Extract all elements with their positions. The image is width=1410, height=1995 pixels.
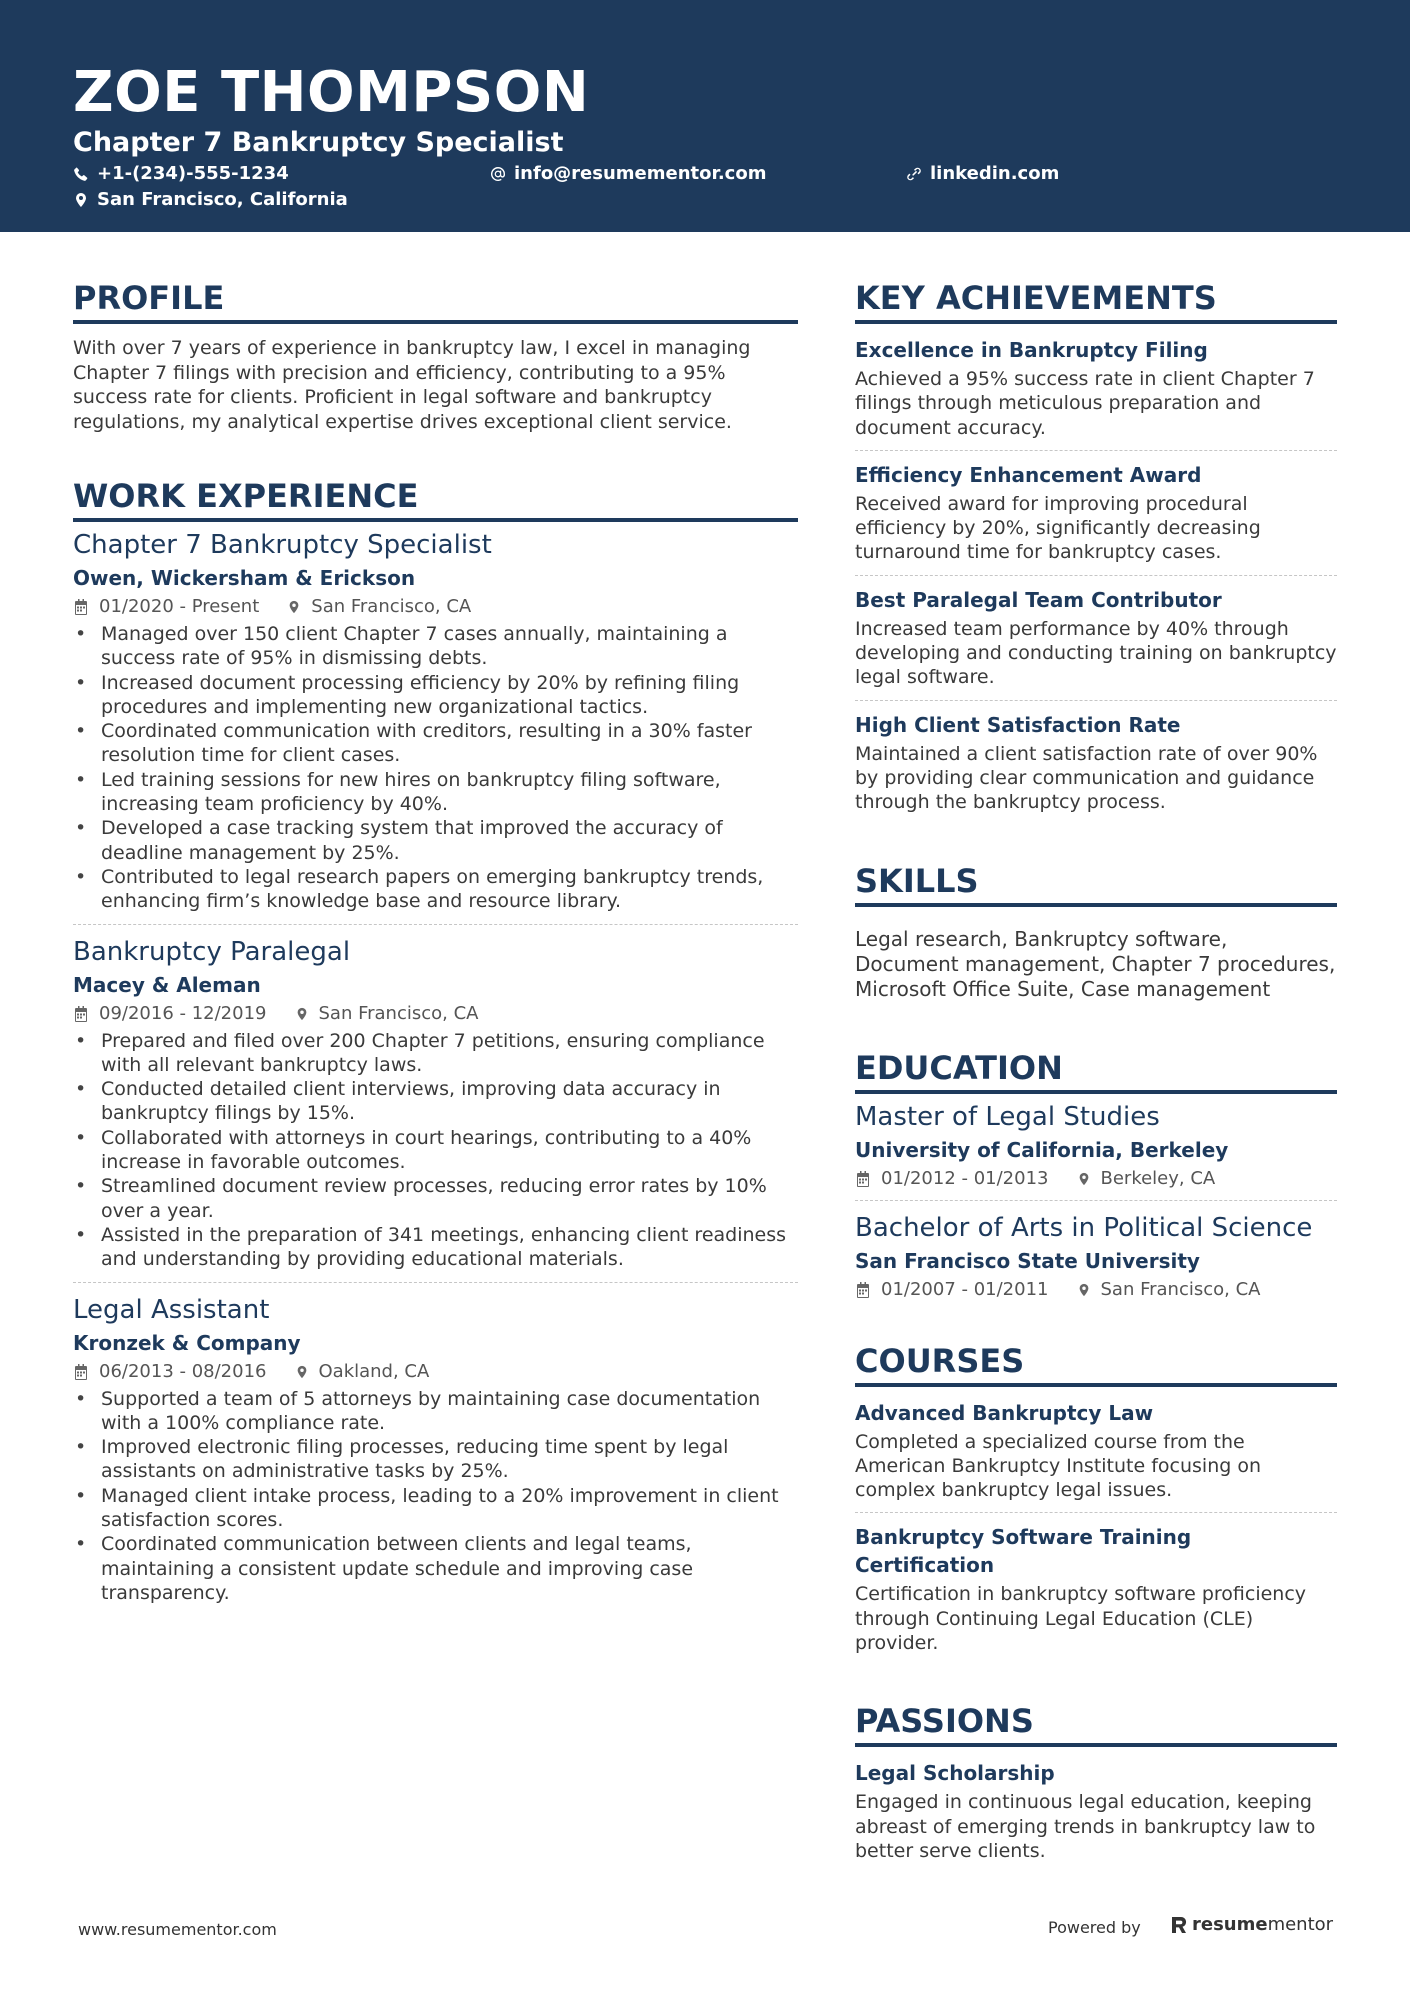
job-dates: 06/2013 - 08/2016 bbox=[99, 1360, 267, 1382]
footer-powered-by: Powered by bbox=[1048, 1918, 1141, 1937]
passions-section bbox=[855, 1701, 1337, 1873]
achievement-title: High Client Satisfaction Rate bbox=[855, 712, 1181, 737]
profile-section bbox=[73, 278, 798, 434]
education-dates: 01/2007 - 01/2011 bbox=[881, 1278, 1049, 1300]
job-title: Legal Assistant bbox=[73, 1294, 270, 1325]
contact-location bbox=[73, 188, 348, 212]
education-section bbox=[855, 1048, 1337, 1311]
achievement-description: Received award for improving procedural efficiency by 20%, significantly decreasing turnaround time for bankruptcy cases. bbox=[855, 492, 1261, 564]
course-description: Certification in bankruptcy software proficiency through Continuing Legal Education (CLE) provider. bbox=[855, 1583, 1307, 1655]
profile-summary: With over 7 years of experience in bankruptcy law, I excel in managing Chapter 7 filings with precision and efficiency, contributing to a 95% success rate for clients. Proficient in legal software and bankruptcy regulations, my analytical expertise drives exceptional client service. bbox=[73, 337, 751, 433]
education-dates: 01/2012 - 01/2013 bbox=[881, 1167, 1049, 1189]
job-location bbox=[287, 594, 471, 620]
section-heading-education: EDUCATION bbox=[855, 1048, 1337, 1094]
job-meta bbox=[73, 1359, 798, 1385]
section-heading-skills: SKILLS bbox=[855, 861, 1337, 907]
map-pin-icon bbox=[1077, 1171, 1091, 1187]
map-pin-icon bbox=[295, 1006, 309, 1022]
calendar-icon bbox=[73, 599, 89, 615]
achievement-title: Efficiency Enhancement Award bbox=[855, 462, 1202, 487]
company-name: Macey & Aleman bbox=[73, 972, 261, 997]
achievement-item bbox=[855, 461, 1337, 576]
section-heading-experience: WORK EXPERIENCE bbox=[73, 476, 798, 522]
email-text: info@resumementor.com bbox=[514, 163, 767, 184]
map-pin-icon bbox=[73, 192, 89, 208]
course-title: Bankruptcy Software Training Certification bbox=[855, 1525, 1192, 1578]
achievements-section bbox=[855, 278, 1337, 825]
achievement-item bbox=[855, 336, 1337, 451]
job-bullet: • Assisted in the preparation of 341 meetings, enhancing client readiness and understanding by providing educational materials. bbox=[73, 1223, 798, 1272]
link-icon bbox=[906, 166, 922, 182]
achievement-description: Increased team performance by 40% through developing and conducting training on bankruptcy legal software. bbox=[855, 617, 1337, 689]
education-location bbox=[1077, 1277, 1261, 1303]
contact-phone[interactable] bbox=[73, 162, 289, 186]
job-bullet: • Improved electronic filing processes, reducing time spent by legal assistants on administrative tasks by 25%. bbox=[73, 1435, 798, 1484]
phone-text: +1-(234)-555-1234 bbox=[97, 163, 289, 184]
school-name: University of California, Berkeley bbox=[855, 1137, 1229, 1162]
job-bullet: • Streamlined document review processes, reducing error rates by 10% over a year. bbox=[73, 1174, 798, 1223]
education-location-text: San Francisco, CA bbox=[1100, 1278, 1261, 1300]
education-entry bbox=[855, 1211, 1337, 1311]
skills-section bbox=[855, 861, 1337, 1002]
job-location bbox=[295, 1359, 430, 1385]
passion-title: Legal Scholarship bbox=[855, 1761, 1055, 1786]
contact-linkedin[interactable] bbox=[906, 162, 1059, 186]
job-bullet: • Managed over 150 client Chapter 7 cases annually, maintaining a success rate of 95% in dismissing debts. bbox=[73, 622, 798, 671]
linkedin-text: linkedin.com bbox=[930, 163, 1060, 184]
section-heading-achievements: KEY ACHIEVEMENTS bbox=[855, 278, 1337, 324]
education-meta bbox=[855, 1277, 1337, 1303]
degree-title: Bachelor of Arts in Political Science bbox=[855, 1212, 1313, 1243]
degree-title: Master of Legal Studies bbox=[855, 1101, 1160, 1132]
job-bullet: • Coordinated communication with creditors, resulting in a 30% faster resolution time for client cases. bbox=[73, 719, 798, 768]
phone-icon bbox=[73, 166, 89, 182]
resumementor-logo[interactable] bbox=[1170, 1914, 1333, 1935]
job-bullet: • Contributed to legal research papers on emerging bankruptcy trends, enhancing firm’s knowledge base and resource library. bbox=[73, 865, 798, 914]
achievement-title: Excellence in Bankruptcy Filing bbox=[855, 338, 1208, 362]
calendar-icon bbox=[855, 1282, 871, 1298]
left-column bbox=[73, 278, 798, 1625]
job-title: Chapter 7 Bankruptcy Specialist bbox=[73, 530, 492, 560]
achievement-item bbox=[855, 586, 1337, 701]
job-location-text: Oakland, CA bbox=[318, 1360, 430, 1382]
course-item bbox=[855, 1399, 1337, 1514]
company-name: Owen, Wickersham & Erickson bbox=[73, 566, 416, 590]
job-bullets bbox=[73, 622, 798, 914]
contact-email[interactable] bbox=[490, 162, 766, 186]
location-text: San Francisco, California bbox=[97, 189, 348, 210]
footer-website[interactable]: www.resumementor.com bbox=[78, 1920, 277, 1939]
education-meta bbox=[855, 1166, 1337, 1192]
section-heading-profile: PROFILE bbox=[73, 278, 798, 324]
job-dates: 01/2020 - Present bbox=[99, 596, 260, 617]
job-bullet: • Collaborated with attorneys in court hearings, contributing to a 40% increase in favorable outcomes. bbox=[73, 1126, 798, 1175]
skills-list: Legal research, Bankruptcy software, Document management, Chapter 7 procedures, Microsoft Office Suite, Case management bbox=[855, 926, 1336, 1001]
job-bullet: • Developed a case tracking system that improved the accuracy of deadline management by 25%. bbox=[73, 816, 798, 865]
course-description: Completed a specialized course from the American Bankruptcy Institute focusing on complex bankruptcy legal issues. bbox=[855, 1430, 1262, 1502]
section-heading-passions: PASSIONS bbox=[855, 1701, 1337, 1747]
passion-description: Engaged in continuous legal education, keeping abreast of emerging trends in bankruptcy law to better serve clients. bbox=[855, 1791, 1316, 1862]
school-name: San Francisco State University bbox=[855, 1248, 1200, 1273]
experience-section bbox=[73, 476, 798, 1615]
achievement-title: Best Paralegal Team Contributor bbox=[855, 587, 1222, 612]
education-entry bbox=[855, 1100, 1337, 1201]
candidate-name: ZOE THOMPSON bbox=[73, 60, 590, 125]
experience-entry bbox=[73, 935, 798, 1283]
job-bullet: • Led training sessions for new hires on bankruptcy filing software, increasing team proficiency by 40%. bbox=[73, 768, 798, 817]
job-bullet: • Prepared and filed over 200 Chapter 7 petitions, ensuring compliance with all relevant bankruptcy laws. bbox=[73, 1029, 798, 1078]
job-location bbox=[295, 1001, 479, 1027]
at-icon bbox=[490, 166, 506, 182]
candidate-title: Chapter 7 Bankruptcy Specialist bbox=[73, 127, 564, 158]
job-bullet: • Conducted detailed client interviews, improving data accuracy in bankruptcy filings by 15%. bbox=[73, 1077, 798, 1126]
calendar-icon bbox=[73, 1006, 89, 1022]
right-column bbox=[855, 278, 1337, 1883]
map-pin-icon bbox=[295, 1364, 309, 1380]
job-bullet: • Increased document processing efficiency by 20% by refining filing procedures and implementing new organizational tactics. bbox=[73, 671, 798, 720]
achievement-description: Maintained a client satisfaction rate of over 90% by providing clear communication and guidance through the bankruptcy process. bbox=[855, 742, 1318, 814]
education-location bbox=[1077, 1166, 1216, 1192]
experience-entry bbox=[73, 528, 798, 925]
course-title: Advanced Bankruptcy Law bbox=[855, 1400, 1154, 1425]
section-heading-courses: COURSES bbox=[855, 1341, 1337, 1387]
logo-text-bold: resume bbox=[1192, 1914, 1268, 1935]
job-bullet: • Managed client intake process, leading to a 20% improvement in client satisfaction scores. bbox=[73, 1484, 798, 1533]
map-pin-icon bbox=[1077, 1282, 1091, 1298]
achievement-description: Achieved a 95% success rate in client Chapter 7 filings through meticulous preparation and document accuracy. bbox=[855, 368, 1315, 439]
logo-text-regular: mentor bbox=[1267, 1914, 1334, 1935]
job-bullet: • Coordinated communication between clients and legal teams, maintaining a consistent update schedule and improving case transparency. bbox=[73, 1532, 798, 1605]
job-bullets bbox=[73, 1387, 798, 1606]
job-dates: 09/2016 - 12/2019 bbox=[99, 1002, 267, 1024]
courses-section bbox=[855, 1341, 1337, 1666]
course-item bbox=[855, 1523, 1337, 1665]
calendar-icon bbox=[73, 1364, 89, 1380]
job-bullets bbox=[73, 1029, 798, 1272]
experience-entry bbox=[73, 1293, 798, 1616]
calendar-icon bbox=[855, 1171, 871, 1187]
passion-item bbox=[855, 1759, 1337, 1873]
achievement-item bbox=[855, 711, 1337, 825]
job-meta bbox=[73, 594, 798, 620]
company-name: Kronzek & Company bbox=[73, 1330, 301, 1355]
job-title: Bankruptcy Paralegal bbox=[73, 936, 351, 967]
map-pin-icon bbox=[287, 599, 301, 615]
resumementor-logo-icon bbox=[1170, 1915, 1188, 1935]
education-location-text: Berkeley, CA bbox=[1100, 1167, 1216, 1189]
job-bullet: • Supported a team of 5 attorneys by maintaining case documentation with a 100% compliance rate. bbox=[73, 1387, 798, 1436]
job-meta bbox=[73, 1001, 798, 1027]
job-location-text: San Francisco, CA bbox=[318, 1002, 479, 1024]
job-location-text: San Francisco, CA bbox=[311, 596, 472, 617]
resume-header bbox=[0, 0, 1410, 232]
